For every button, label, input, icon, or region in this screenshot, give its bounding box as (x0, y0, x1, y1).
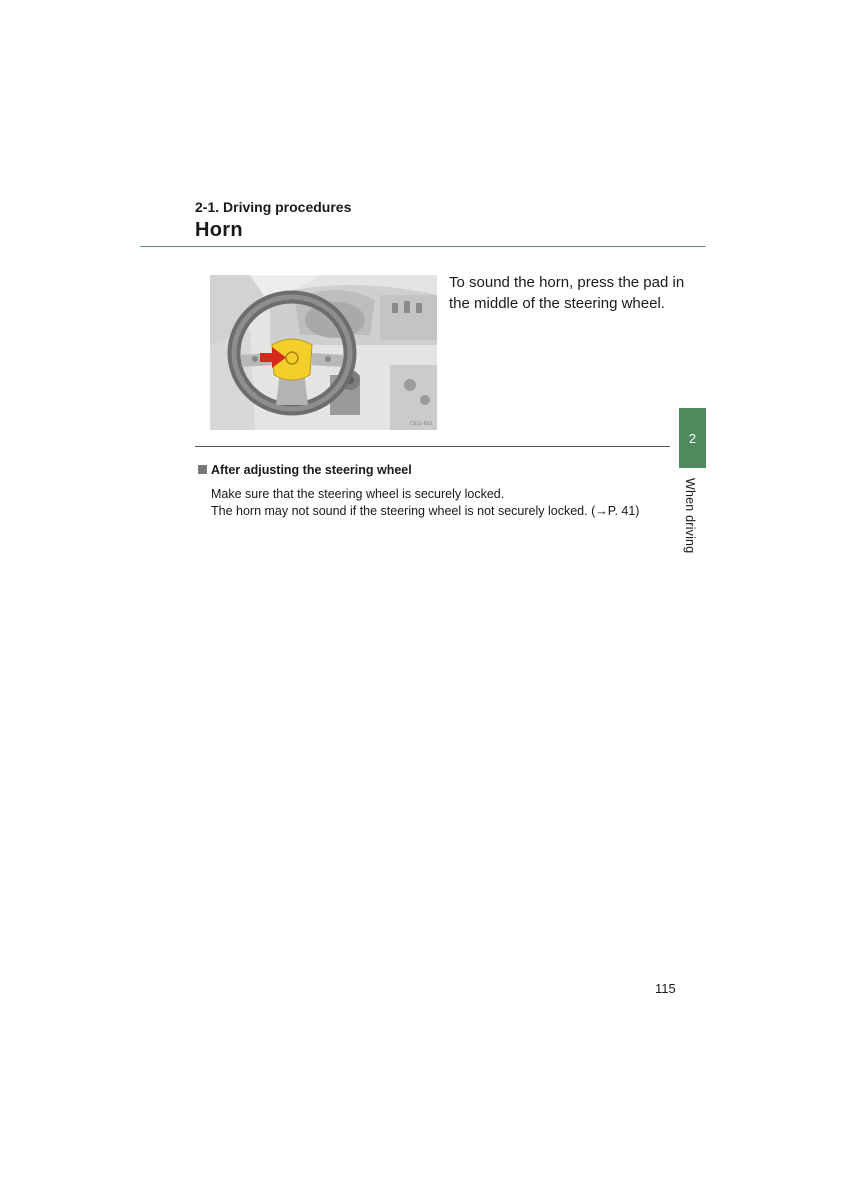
page-number: 115 (655, 981, 676, 996)
note-body (211, 486, 671, 520)
page-title: Horn (195, 219, 243, 241)
note-heading-text: After adjusting the steering wheel (211, 463, 412, 477)
note-line: Make sure that the steering wheel is securely locked. (211, 487, 505, 501)
divider (195, 446, 670, 447)
figure-code: CE11-803 (410, 421, 433, 427)
note-heading (198, 463, 412, 477)
title-rule (140, 246, 706, 247)
chapter-label: When driving (683, 478, 697, 554)
steering-wheel-illustration (210, 275, 437, 430)
instruction-text: To sound the horn, press the pad in the middle of the steering wheel. (449, 274, 685, 312)
section-label: 2-1. Driving procedures (195, 199, 352, 215)
chapter-tab (679, 408, 706, 468)
chapter-number: 2 (688, 430, 697, 446)
note-line: The horn may not sound if the steering wheel is not securely locked. (→P. 41) (211, 504, 640, 518)
square-bullet-icon (198, 465, 207, 474)
